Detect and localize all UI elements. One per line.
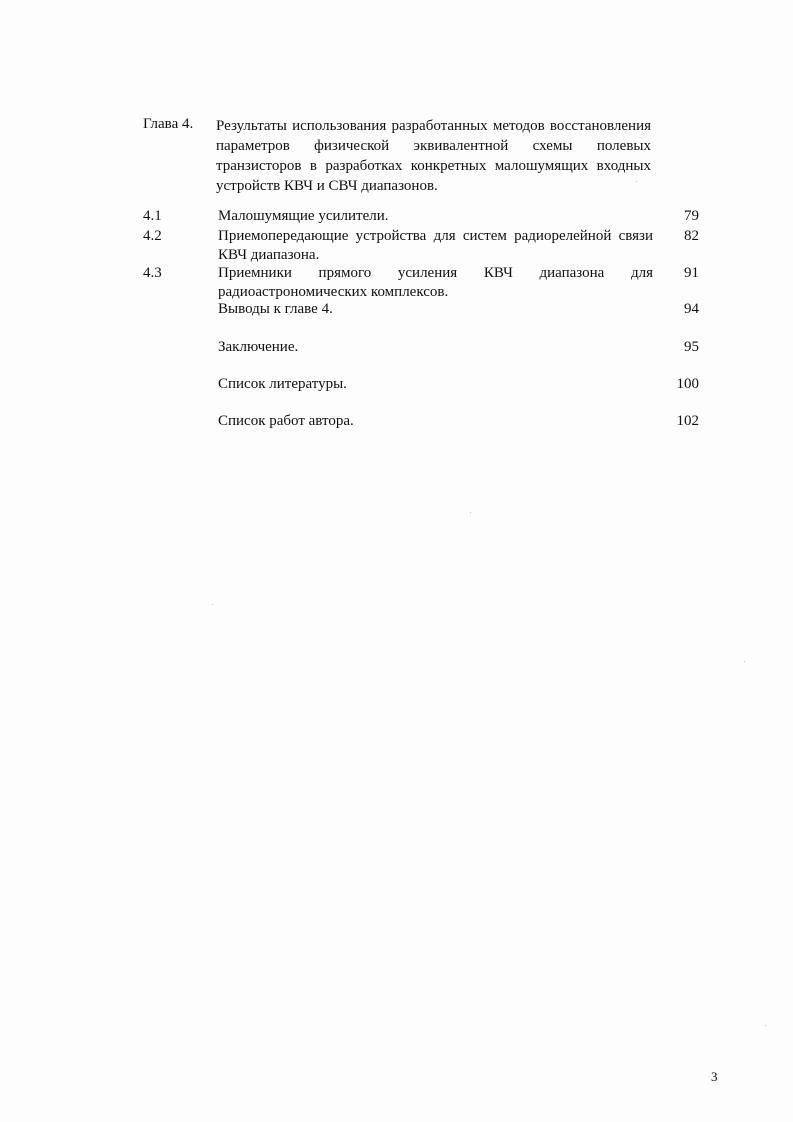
scan-speck (636, 181, 637, 182)
toc-entry-title: Список работ автора. (218, 413, 354, 429)
scan-speck (744, 661, 745, 662)
toc-entry-page: 94 (684, 301, 699, 317)
toc-entry-title: Приемники прямого усиления КВЧ диапазона для радиоастрономических комплексов. (218, 265, 653, 300)
toc-entry-page: 102 (676, 413, 699, 429)
toc-entry-page: 100 (676, 376, 699, 392)
toc-entry-page: 82 (684, 228, 699, 244)
toc-entry-title: Приемопередающие устройства для систем радиорелейной связи КВЧ диапазона. (218, 228, 653, 263)
toc-entry-number: 4.1 (143, 208, 162, 224)
chapter-title: Результаты использования разработанных методов восстановления параметров физической эквивалентной схемы полевых транзисторов в разработках конкретных малошумящих входных устройств КВЧ и СВЧ диапазонов. (216, 118, 651, 194)
scan-speck (212, 604, 213, 605)
toc-entry-title: Выводы к главе 4. (218, 301, 333, 317)
toc-entry-title: Малошумящие усилители. (218, 208, 389, 224)
toc-entry-page: 95 (684, 339, 699, 355)
scan-speck (470, 512, 471, 513)
toc-entry-title: Список литературы. (218, 376, 347, 392)
toc-entry-page: 91 (684, 265, 699, 281)
page-number: 3 (711, 1069, 718, 1084)
toc-entry-number: 4.2 (143, 228, 162, 244)
toc-entry-title: Заключение. (218, 339, 299, 355)
scan-speck (765, 1025, 766, 1026)
chapter-label: Глава 4. (143, 116, 194, 132)
toc-entry-page: 79 (684, 208, 699, 224)
toc-entry-number: 4.3 (143, 265, 162, 281)
